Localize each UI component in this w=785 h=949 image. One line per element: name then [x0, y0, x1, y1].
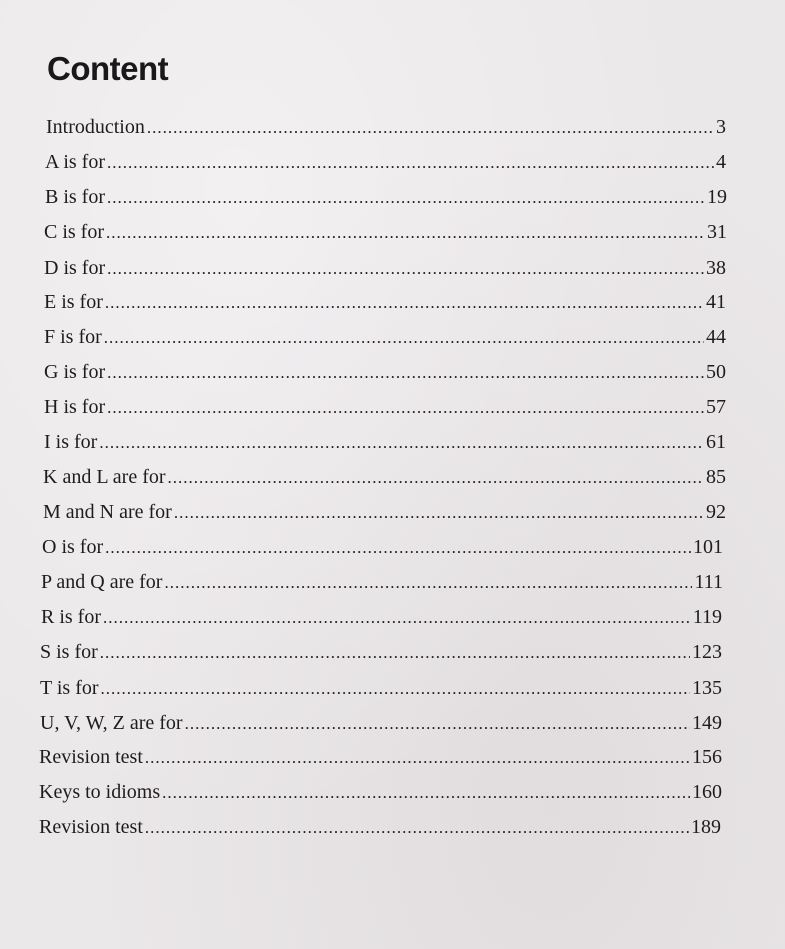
dot-leader: [107, 257, 704, 281]
toc-entry: [43, 465, 726, 489]
toc-entry-label: M and N are for: [43, 501, 172, 523]
toc-entry-page: 57: [706, 396, 726, 418]
dot-leader: [162, 781, 690, 805]
toc-entry-page: 189: [691, 816, 721, 838]
dot-leader: [168, 466, 704, 490]
toc-entry-label: E is for: [44, 291, 103, 313]
toc-entry-page: 41: [706, 291, 726, 313]
toc-entry-label: P and Q are for: [41, 571, 163, 593]
toc-entry-label: B is for: [45, 186, 105, 208]
toc-entry: [44, 395, 726, 419]
toc-entry: [44, 290, 726, 314]
dot-leader: [99, 431, 704, 455]
toc-entry-label: Revision test: [39, 816, 143, 838]
toc-entry: [41, 605, 722, 629]
toc-entry-label: H is for: [44, 396, 106, 418]
toc-entry: [40, 676, 722, 700]
dot-leader: [101, 677, 690, 701]
toc-entry-page: 31: [707, 221, 727, 243]
toc-entry-page: 135: [692, 677, 722, 699]
toc-entry-label: S is for: [40, 641, 98, 663]
toc-entry-label: C is for: [44, 221, 104, 243]
toc-entry: [44, 430, 726, 454]
toc-entry-label: K and L are for: [43, 466, 166, 488]
dot-leader: [105, 291, 704, 315]
toc-entry: [40, 711, 722, 735]
toc-entry-page: 61: [706, 431, 726, 453]
dot-leader: [107, 186, 705, 210]
toc-entry-page: 92: [706, 501, 726, 523]
toc-entry-page: 50: [706, 361, 726, 383]
toc-entry-page: 4: [716, 151, 726, 173]
toc-entry-label: A is for: [45, 151, 105, 173]
dot-leader: [100, 641, 690, 665]
page-title: Content: [47, 50, 169, 87]
toc-entry-page: 85: [706, 466, 726, 488]
dot-leader: [145, 816, 689, 840]
dot-leader: [174, 501, 704, 525]
toc-entry-page: 123: [692, 641, 722, 663]
toc-entry-label: I is for: [44, 431, 98, 453]
toc-entry: [43, 500, 726, 524]
dot-leader: [105, 536, 691, 560]
toc-entry-label: D is for: [44, 257, 106, 279]
toc-entry: [45, 150, 726, 174]
toc-entry-label: F is for: [44, 326, 102, 348]
toc-entry: [44, 256, 726, 280]
dot-leader: [106, 221, 705, 245]
toc-entry-page: 3: [716, 116, 726, 138]
toc-entry-label: O is for: [42, 536, 104, 558]
toc-entry-label: R is for: [41, 606, 101, 628]
toc-entry: [40, 640, 722, 664]
dot-leader: [107, 361, 704, 385]
toc-entry-page: 38: [706, 257, 726, 279]
toc-entry-page: 101: [693, 536, 723, 558]
toc-entry-label: Revision test: [39, 746, 143, 768]
toc-entry: [39, 780, 722, 804]
toc-entry: [41, 570, 723, 594]
toc-entry-page: 119: [692, 606, 722, 628]
toc-entry: [44, 220, 727, 244]
toc-entry-page: 156: [692, 746, 722, 768]
toc-entry-label: U, V, W, Z are for: [40, 712, 183, 734]
toc-entry: [44, 325, 726, 349]
toc-entry: [42, 535, 723, 559]
toc-entry-page: 44: [706, 326, 726, 348]
toc-entry-page: 160: [692, 781, 722, 803]
toc-entry: [45, 185, 727, 209]
toc-entry-page: 149: [692, 712, 722, 734]
toc-entry: [44, 360, 726, 384]
dot-leader: [104, 326, 704, 350]
dot-leader: [107, 396, 704, 420]
toc-entry: [39, 815, 721, 839]
dot-leader: [103, 606, 691, 630]
dot-leader: [147, 116, 714, 140]
dot-leader: [107, 151, 714, 175]
dot-leader: [145, 746, 690, 770]
toc-entry: [39, 745, 722, 769]
toc-entry-page: 111: [694, 571, 723, 593]
toc-entry-label: Introduction: [46, 116, 145, 138]
toc-entry-label: G is for: [44, 361, 106, 383]
toc-entry-label: Keys to idioms: [39, 781, 161, 803]
toc-entry: [46, 115, 726, 139]
dot-leader: [164, 571, 692, 595]
dot-leader: [185, 712, 690, 736]
toc-entry-page: 19: [707, 186, 727, 208]
toc-entry-label: T is for: [40, 677, 99, 699]
